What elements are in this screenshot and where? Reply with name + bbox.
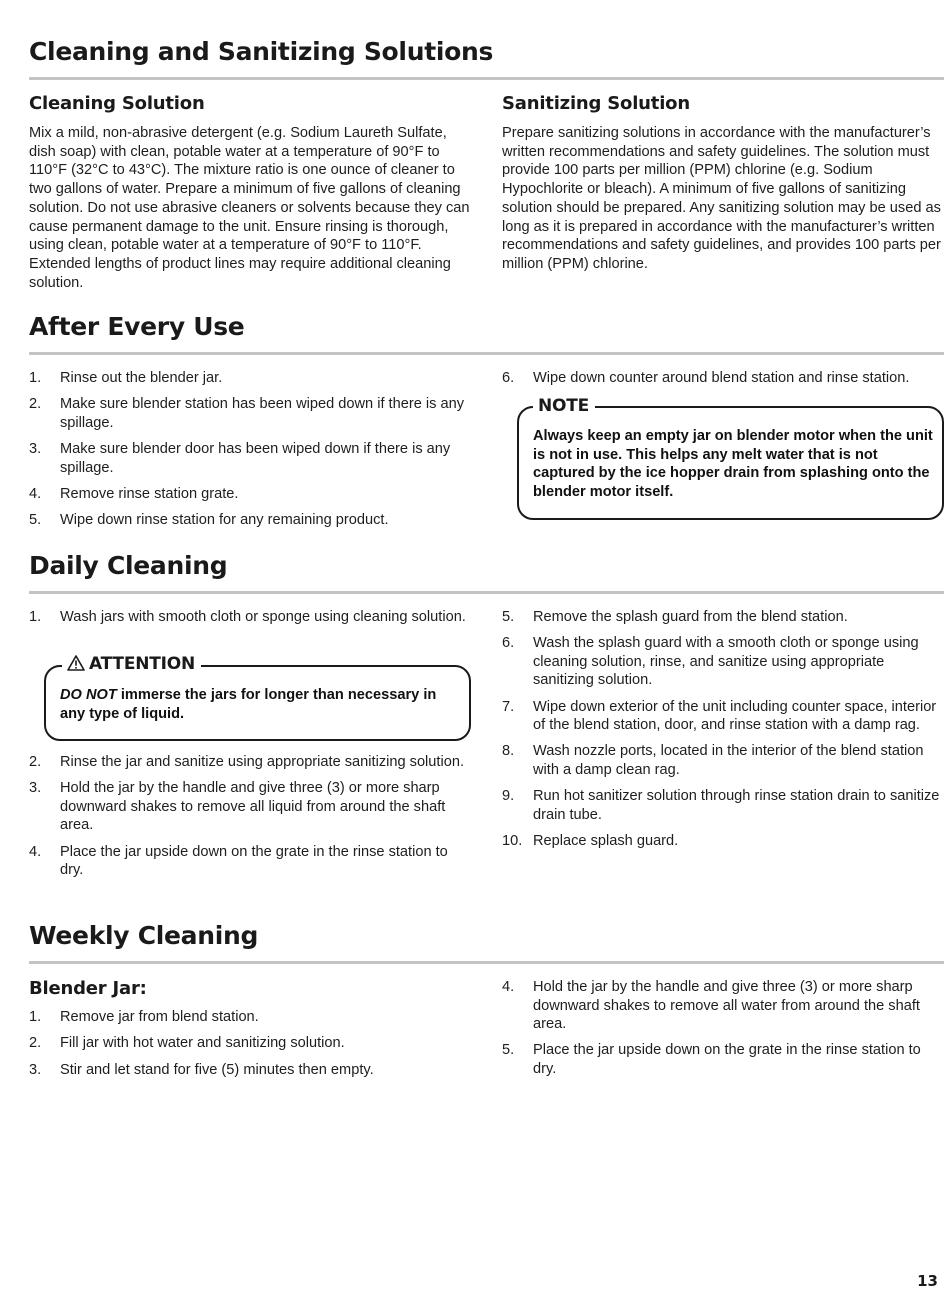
item-number: 1. [29, 370, 42, 386]
item-text: Run hot sanitizer solution through rinse station drain to sanitize drain tube. [533, 788, 940, 823]
item-number: 5. [29, 512, 42, 529]
item-text: Wash the splash guard with a smooth cloth or sponge using cleaning solution, rinse, and sanitize using appropriate sanitizing solution. [533, 635, 919, 689]
sanitizing-solution-text: Prepare sanitizing solutions in accordance with the manufacturer’s written recommendations and safety guidelines. The solution must provide 100 parts per million (PPM) chlorine (e.g. Sodium Hypochlorite or bleach). A minimum of five gallons of sanitizing solution should be prepared. Any sanitizing solution may be used as long as it is prepared in accordance with the manufacturer’s written recommendations and safety guidelines, and provides 100 parts per million (PPM) chlorine. [502, 125, 941, 272]
section-title-after-every-use: After Every Use [29, 312, 245, 341]
weekly-list-right [502, 978, 944, 1086]
list-item [29, 440, 471, 477]
item-text: Wipe down rinse station for any remaining product. [60, 512, 389, 529]
section-divider [29, 591, 944, 594]
sanitizing-solution-heading: Sanitizing Solution [502, 93, 690, 114]
list-item [29, 843, 471, 880]
list-item [29, 369, 471, 388]
attention-text [60, 686, 465, 723]
item-number: 6. [502, 370, 515, 386]
list-item [29, 608, 471, 627]
item-number: 10. [502, 832, 523, 849]
note-text: Always keep an empty jar on blender motor when the unit is not in use. This helps any melt water that is not captured by the ice hopper drain from splashing onto the blender motor itself. [533, 428, 933, 500]
section-divider [29, 77, 944, 80]
item-text: Place the jar upside down on the grate in the rinse station to dry. [533, 1042, 921, 1077]
item-text: Fill jar with hot water and sanitizing solution. [60, 1035, 345, 1052]
list-item [502, 608, 944, 627]
item-text: Make sure blender station has been wiped down if there is any spillage. [60, 396, 465, 431]
item-text: Stir and let stand for five (5) minutes then empty. [60, 1061, 374, 1078]
note-label: NOTE [533, 396, 595, 416]
note-box [517, 396, 944, 520]
list-item [502, 978, 944, 1034]
attention-label-text: ATTENTION [89, 654, 196, 674]
blender-jar-heading: Blender Jar: [29, 978, 147, 999]
item-text: Wipe down counter around blend station and rinse station. [533, 370, 910, 386]
list-item [29, 511, 471, 530]
item-number: 2. [29, 754, 42, 770]
daily-list-left-b [29, 753, 471, 887]
item-number: 3. [29, 780, 42, 797]
list-item [29, 779, 471, 835]
item-number: 4. [29, 485, 42, 502]
item-text: Wash nozzle ports, located in the interior of the blend station with a damp clean rag. [533, 743, 924, 778]
section-divider [29, 352, 944, 355]
cleaning-solution-text: Mix a mild, non-abrasive detergent (e.g. Sodium Laureth Sulfate, dish soap) with clean, potable water at a temperature of 90°F to 110°F (32°C to 43°C). The mixture ratio is one ounce of cleaner to two gallons of water. Prepare a minimum of five gallons of cleaning solution. Do not use abrasive cleaners or solvents because they can cause permanent damage to the unit. Ensure rinsing is thorough, using clean, potable water at a temperature of 90°F to 110°F. Extended lengths of product lines may require additional cleaning solution. [29, 125, 470, 291]
item-text: Remove the splash guard from the blend station. [533, 609, 848, 625]
item-text: Rinse out the blender jar. [60, 370, 223, 386]
list-item [29, 753, 471, 772]
item-number: 3. [29, 441, 42, 458]
list-item [502, 369, 944, 388]
list-item [502, 832, 944, 851]
item-text: Wash jars with smooth cloth or sponge using cleaning solution. [60, 609, 466, 625]
section-title-weekly-cleaning: Weekly Cleaning [29, 921, 259, 950]
item-text: Make sure blender door has been wiped down if there is any spillage. [60, 441, 451, 476]
warning-icon [67, 655, 85, 671]
list-item [29, 1008, 471, 1027]
item-number: 1. [29, 609, 42, 625]
list-item [29, 485, 471, 504]
item-number: 7. [502, 698, 515, 715]
item-text: Hold the jar by the handle and give three (3) or more sharp downward shakes to remove all water from around the shaft area. [533, 979, 920, 1032]
item-text: Replace splash guard. [533, 832, 679, 849]
item-number: 1. [29, 1009, 42, 1025]
item-text: Hold the jar by the handle and give three (3) or more sharp downward shakes to remove all liquid from around the shaft area. [60, 780, 446, 834]
item-number: 2. [29, 396, 42, 413]
item-text: Rinse the jar and sanitize using appropriate sanitizing solution. [60, 754, 465, 770]
after-use-list-left [29, 369, 471, 537]
item-number: 5. [502, 609, 515, 625]
weekly-list-left [29, 1008, 471, 1087]
page-number: 13 [917, 1272, 938, 1290]
list-item [29, 1061, 471, 1080]
attention-emphasis: DO NOT [60, 687, 117, 703]
list-item [502, 742, 944, 779]
item-number: 9. [502, 788, 515, 805]
list-item [502, 634, 944, 690]
item-number: 3. [29, 1061, 42, 1078]
daily-list-left-a [29, 608, 471, 634]
item-number: 6. [502, 635, 515, 652]
section-divider [29, 961, 944, 964]
attention-label [62, 654, 201, 674]
item-number: 8. [502, 743, 515, 760]
item-text: Place the jar upside down on the grate in the rinse station to dry. [60, 843, 448, 879]
attention-box [44, 654, 471, 741]
item-number: 5. [502, 1042, 515, 1059]
section-title-cleaning-solutions: Cleaning and Sanitizing Solutions [29, 37, 494, 66]
list-item [502, 787, 944, 824]
item-number: 2. [29, 1035, 42, 1052]
list-item [502, 1041, 944, 1078]
item-number: 4. [29, 843, 42, 860]
daily-list-right [502, 608, 944, 858]
attention-body: immerse the jars for longer than necessary in any type of liquid. [60, 687, 437, 722]
item-text: Remove rinse station grate. [60, 485, 239, 502]
item-text: Remove jar from blend station. [60, 1009, 259, 1025]
item-text: Wipe down exterior of the unit including counter space, interior of the blend station, door, and rinse station with a damp rag. [533, 698, 937, 734]
item-number: 4. [502, 979, 515, 995]
list-item [502, 698, 944, 735]
cleaning-solution-heading: Cleaning Solution [29, 93, 205, 114]
list-item [29, 1034, 471, 1053]
list-item [29, 395, 471, 432]
section-title-daily-cleaning: Daily Cleaning [29, 551, 228, 580]
after-use-list-right [502, 369, 944, 395]
